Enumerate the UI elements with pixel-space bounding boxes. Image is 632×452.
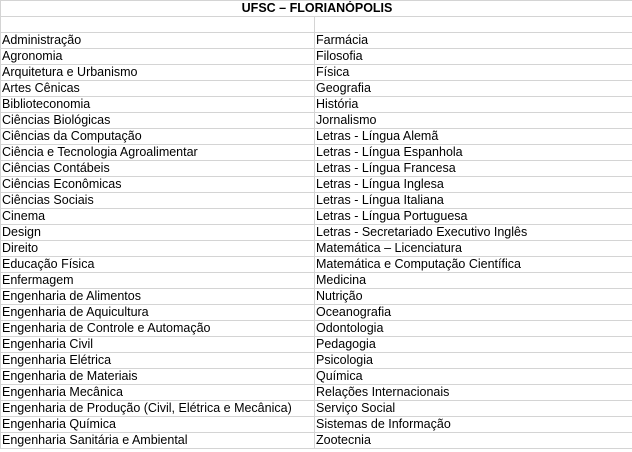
course-cell-right[interactable]: Relações Internacionais bbox=[315, 385, 632, 401]
course-cell-left[interactable]: Engenharia Civil bbox=[1, 337, 315, 353]
course-cell-left[interactable]: Engenharia de Materiais bbox=[1, 369, 315, 385]
course-cell-right[interactable]: Farmácia bbox=[315, 33, 632, 49]
course-cell-right[interactable]: Letras - Língua Francesa bbox=[315, 161, 632, 177]
course-cell-right[interactable]: Odontologia bbox=[315, 321, 632, 337]
course-cell-right[interactable]: Letras - Língua Alemã bbox=[315, 129, 632, 145]
table-row bbox=[1, 417, 632, 433]
course-cell-left[interactable]: Enfermagem bbox=[1, 273, 315, 289]
course-cell-left[interactable]: Engenharia de Aquicultura bbox=[1, 305, 315, 321]
table-row bbox=[1, 401, 632, 417]
table-row bbox=[1, 241, 632, 257]
course-cell-left[interactable]: Administração bbox=[1, 33, 315, 49]
course-cell-right[interactable]: Letras - Secretariado Executivo Inglês bbox=[315, 225, 632, 241]
course-cell-right[interactable]: Letras - Língua Inglesa bbox=[315, 177, 632, 193]
table-row bbox=[1, 145, 632, 161]
course-cell-right[interactable]: Nutrição bbox=[315, 289, 632, 305]
table-row bbox=[1, 273, 632, 289]
table-row bbox=[1, 113, 632, 129]
course-cell-left[interactable]: Arquitetura e Urbanismo bbox=[1, 65, 315, 81]
empty-cell[interactable] bbox=[1, 17, 315, 33]
course-cell-right[interactable]: Geografia bbox=[315, 81, 632, 97]
course-cell-right[interactable]: História bbox=[315, 97, 632, 113]
course-cell-left[interactable]: Agronomia bbox=[1, 49, 315, 65]
course-cell-left[interactable]: Ciências Biológicas bbox=[1, 113, 315, 129]
course-cell-left[interactable]: Engenharia Elétrica bbox=[1, 353, 315, 369]
course-cell-left[interactable]: Direito bbox=[1, 241, 315, 257]
table-row bbox=[1, 305, 632, 321]
table-row bbox=[1, 321, 632, 337]
course-cell-right[interactable]: Psicologia bbox=[315, 353, 632, 369]
table-row bbox=[1, 385, 632, 401]
table-row bbox=[1, 193, 632, 209]
table-row bbox=[1, 289, 632, 305]
empty-cell[interactable] bbox=[315, 17, 632, 33]
course-cell-left[interactable]: Artes Cênicas bbox=[1, 81, 315, 97]
table-row bbox=[1, 433, 632, 449]
table-row bbox=[1, 177, 632, 193]
table-row bbox=[1, 81, 632, 97]
course-cell-left[interactable]: Ciência e Tecnologia Agroalimentar bbox=[1, 145, 315, 161]
course-cell-left[interactable]: Engenharia Mecânica bbox=[1, 385, 315, 401]
table-row bbox=[1, 353, 632, 369]
course-cell-left[interactable]: Engenharia de Alimentos bbox=[1, 289, 315, 305]
course-cell-right[interactable]: Sistemas de Informação bbox=[315, 417, 632, 433]
course-cell-right[interactable]: Matemática – Licenciatura bbox=[315, 241, 632, 257]
course-cell-right[interactable]: Jornalismo bbox=[315, 113, 632, 129]
course-cell-right[interactable]: Oceanografia bbox=[315, 305, 632, 321]
table-row bbox=[1, 33, 632, 49]
course-cell-right[interactable]: Química bbox=[315, 369, 632, 385]
course-cell-right[interactable]: Letras - Língua Espanhola bbox=[315, 145, 632, 161]
course-cell-right[interactable]: Filosofia bbox=[315, 49, 632, 65]
table-row bbox=[1, 161, 632, 177]
course-cell-right[interactable]: Letras - Língua Portuguesa bbox=[315, 209, 632, 225]
blank-row bbox=[1, 17, 632, 33]
course-cell-right[interactable]: Serviço Social bbox=[315, 401, 632, 417]
course-cell-left[interactable]: Engenharia Química bbox=[1, 417, 315, 433]
course-cell-left[interactable]: Educação Física bbox=[1, 257, 315, 273]
course-cell-right[interactable]: Letras - Língua Italiana bbox=[315, 193, 632, 209]
sheet-title[interactable]: UFSC – FLORIANÓPOLIS bbox=[1, 1, 632, 17]
course-cell-right[interactable]: Pedagogia bbox=[315, 337, 632, 353]
table-row bbox=[1, 49, 632, 65]
course-cell-right[interactable]: Medicina bbox=[315, 273, 632, 289]
title-row bbox=[1, 1, 632, 17]
course-cell-left[interactable]: Ciências Sociais bbox=[1, 193, 315, 209]
course-cell-right[interactable]: Zootecnia bbox=[315, 433, 632, 449]
course-cell-left[interactable]: Engenharia de Controle e Automação bbox=[1, 321, 315, 337]
table-row bbox=[1, 337, 632, 353]
course-cell-left[interactable]: Ciências da Computação bbox=[1, 129, 315, 145]
table-row bbox=[1, 65, 632, 81]
course-cell-left[interactable]: Ciências Econômicas bbox=[1, 177, 315, 193]
table-row bbox=[1, 225, 632, 241]
course-cell-left[interactable]: Cinema bbox=[1, 209, 315, 225]
course-cell-left[interactable]: Engenharia de Produção (Civil, Elétrica e Mecânica) bbox=[1, 401, 315, 417]
course-cell-left[interactable]: Engenharia Sanitária e Ambiental bbox=[1, 433, 315, 449]
table-row bbox=[1, 209, 632, 225]
table-row bbox=[1, 257, 632, 273]
course-cell-left[interactable]: Ciências Contábeis bbox=[1, 161, 315, 177]
table-row bbox=[1, 369, 632, 385]
table-row bbox=[1, 97, 632, 113]
course-cell-right[interactable]: Matemática e Computação Científica bbox=[315, 257, 632, 273]
course-cell-right[interactable]: Física bbox=[315, 65, 632, 81]
course-cell-left[interactable]: Design bbox=[1, 225, 315, 241]
table-row bbox=[1, 129, 632, 145]
course-cell-left[interactable]: Biblioteconomia bbox=[1, 97, 315, 113]
